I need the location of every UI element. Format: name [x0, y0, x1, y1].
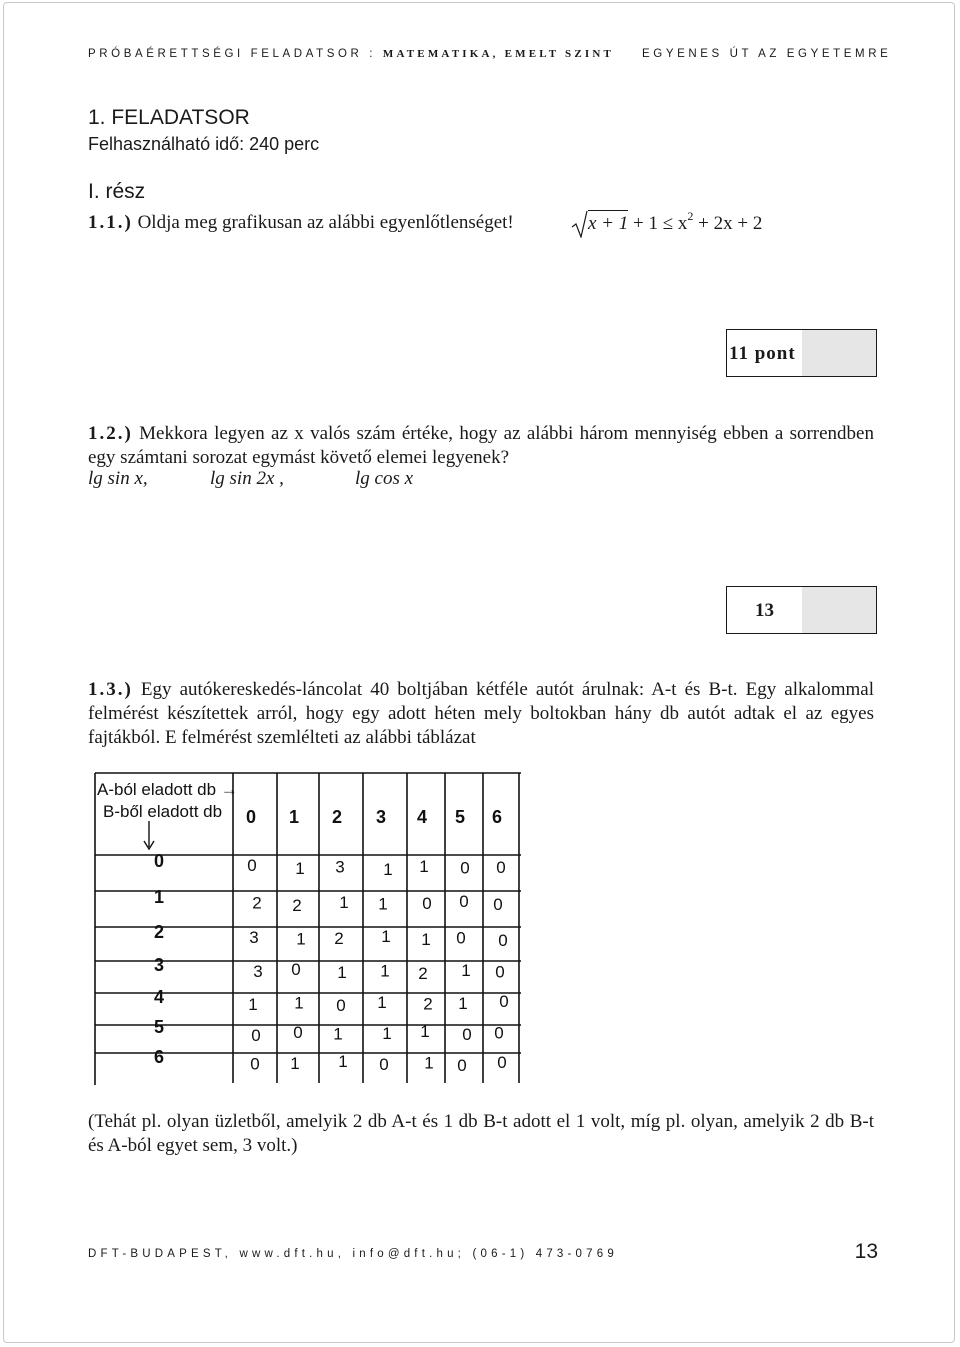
table-cell: 1 — [338, 1052, 348, 1072]
table-content — [154, 807, 509, 1075]
table-cell: 0 — [462, 1025, 472, 1045]
row-header: 6 — [153, 1047, 165, 1067]
expression-lg-sin-2x: lg sin 2x , — [210, 468, 284, 489]
column-header: 5 — [454, 807, 466, 827]
task-number: 1.1.) — [88, 212, 133, 233]
task-1-2 — [88, 422, 874, 470]
sales-table — [93, 771, 523, 1087]
table-cell: 1 — [458, 994, 468, 1013]
formula-rest: + 2x + 2 — [698, 213, 763, 234]
table-cell: 0 — [456, 928, 466, 948]
points-box-2 — [726, 586, 877, 634]
radicand: x + 1 — [588, 213, 629, 234]
table-cell: 1 — [377, 992, 387, 1012]
table-cell: 0 — [498, 930, 508, 950]
part-heading: I. rész — [88, 180, 146, 203]
task-number: 1.2.) — [88, 423, 133, 444]
table-cell: 1 — [424, 1053, 434, 1073]
table-cell: 3 — [249, 927, 259, 947]
table-cell: 0 — [495, 962, 505, 982]
after-root: + 1 ≤ x — [633, 213, 688, 234]
points-box-1 — [726, 329, 877, 377]
table-cell: 0 — [293, 1022, 303, 1042]
exponent: 2 — [687, 209, 694, 223]
table-cell: 1 — [295, 859, 305, 879]
task-1-3 — [88, 678, 874, 750]
points-score-cell — [802, 587, 876, 633]
column-header: 1 — [288, 807, 300, 827]
table-cell: 0 — [247, 856, 257, 876]
table-cell: 1 — [461, 960, 471, 980]
corner-a-label: A-ból eladott db → — [97, 780, 238, 799]
corner-b-label: B-ből eladott db — [103, 802, 223, 821]
header-subject: MATEMATIKA, EMELT SZINT — [382, 48, 615, 60]
table-cell: 1 — [294, 993, 304, 1013]
table-cell: 1 — [383, 859, 393, 879]
table-cell: 1 — [419, 856, 429, 876]
table-cell: 0 — [459, 892, 469, 912]
table-cell: 2 — [418, 963, 428, 983]
table-cell: 0 — [496, 858, 506, 877]
table-cell: 1 — [380, 961, 390, 981]
task-text: Egy autókereskedés-láncolat 40 boltjában kétféle autót árulnak: A-t és B-t. Egy alkalommal felmérést készítettek arról, hogy egy adott héten mely boltokban hány db autót adtak el az egyes fajtákból. E felmérést szemlélteti az alábbi táblázat — [88, 679, 875, 748]
radical-bar — [588, 210, 628, 211]
table-cell: 0 — [494, 1023, 504, 1043]
column-header: 4 — [416, 807, 428, 827]
task-text: Mekkora legyen az x valós szám értéke, hogy az alábbi három mennyiség ebben a sorrendben egy számtani sorozat egymást követő elemei legyenek? — [88, 423, 874, 468]
row-header: 3 — [153, 955, 165, 975]
column-header: 2 — [331, 807, 343, 827]
table-note: (Tehát pl. olyan üzletből, amelyik 2 db A-t és 1 db B-t adott el 1 volt, míg pl. olyan, amelyik 2 db B-t és A-ból egyet sem, 3 volt.) — [88, 1111, 874, 1156]
points-score-cell — [802, 330, 876, 376]
header-left — [88, 48, 614, 60]
table-cell: 0 — [336, 995, 346, 1015]
table-cell: 1 — [333, 1024, 343, 1044]
row-header: 4 — [153, 987, 165, 1007]
column-header: 3 — [375, 807, 387, 827]
expression-lg-sin-x: lg sin x, — [88, 468, 148, 489]
table-cell: 2 — [292, 895, 302, 915]
row-header: 2 — [153, 922, 165, 942]
task-1-1 — [88, 212, 514, 234]
row-header: 0 — [153, 851, 165, 871]
table-cell: 3 — [335, 857, 345, 877]
table-cell: 1 — [381, 927, 391, 947]
footer-contact: DFT-BUDAPEST, www.dft.hu, info@dft.hu; (06-1) 473-0769 — [88, 1248, 618, 1260]
table-cell: 0 — [379, 1055, 389, 1075]
table-cell: 2 — [252, 893, 262, 913]
table-cell: 0 — [251, 1025, 261, 1045]
task-number: 1.3.) — [88, 679, 133, 700]
square-root-icon — [570, 210, 588, 238]
page-number: 13 — [854, 1240, 878, 1263]
table-cell: 2 — [334, 929, 344, 948]
row-header: 5 — [153, 1017, 165, 1037]
table-cell: 0 — [460, 858, 470, 878]
time-limit: Felhasználható idő: 240 perc — [88, 134, 320, 154]
table-cell: 1 — [248, 995, 258, 1015]
formula-expression — [588, 209, 763, 235]
points-label: 13 — [727, 587, 804, 633]
table-cell: 1 — [337, 963, 347, 983]
table-cell: 2 — [423, 994, 433, 1014]
table-cell: 1 — [420, 1022, 430, 1042]
table-cell: 1 — [296, 929, 306, 949]
table-cell: 0 — [291, 960, 301, 980]
exam-title: 1. FELADATSOR — [88, 106, 250, 129]
row-header: 1 — [153, 887, 165, 907]
table-cell: 0 — [422, 894, 432, 913]
table-cell: 1 — [382, 1024, 392, 1043]
task-text: Oldja meg grafikusan az alábbi egyenlőtlenséget! — [137, 212, 514, 233]
table-cell: 0 — [499, 992, 509, 1012]
column-header: 6 — [491, 807, 503, 827]
table-cell: 0 — [250, 1054, 260, 1074]
table-cell: 0 — [457, 1055, 467, 1075]
table-cell: 0 — [497, 1052, 507, 1072]
header-title: PRÓBAÉRETTSÉGI FELADATSOR : — [88, 48, 377, 60]
table-cell: 3 — [253, 962, 263, 981]
header-slogan: EGYENES ÚT AZ EGYETEMRE — [642, 48, 892, 60]
table-cell: 1 — [421, 930, 431, 950]
column-header: 0 — [245, 807, 257, 827]
table-cell: 1 — [378, 894, 388, 914]
table-cell: 1 — [290, 1054, 300, 1073]
expression-lg-cos-x: lg cos x — [355, 468, 414, 489]
table-cell: 0 — [493, 895, 503, 915]
table-cell: 1 — [339, 892, 349, 912]
points-label: 11 pont — [727, 330, 804, 376]
